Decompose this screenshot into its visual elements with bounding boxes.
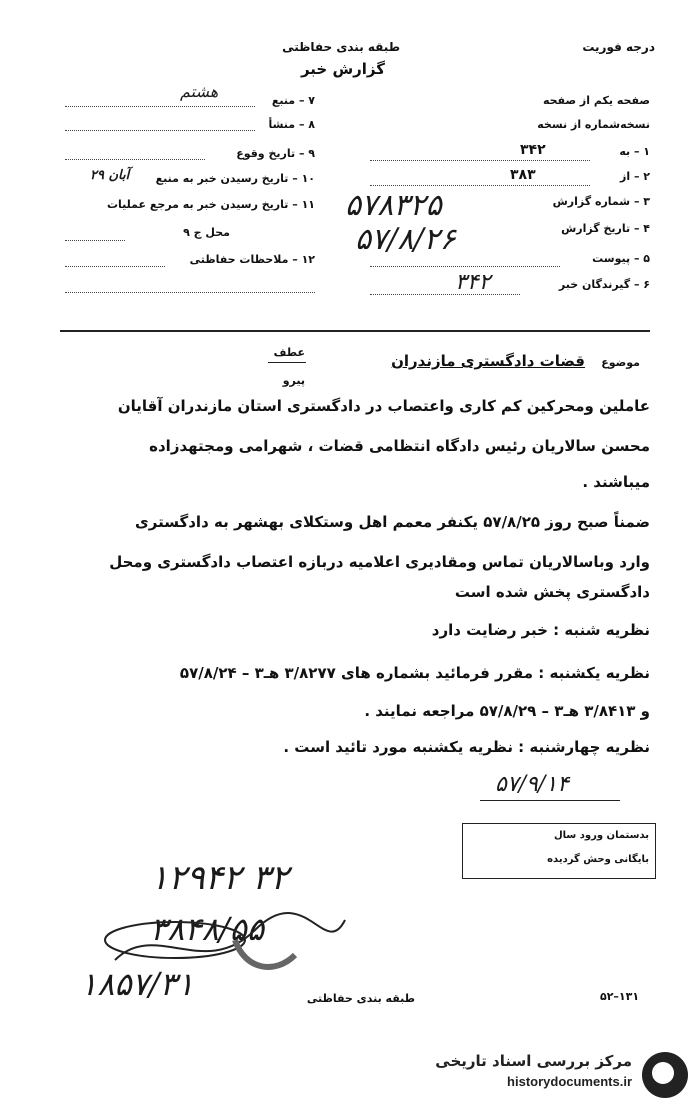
field-10-value: ۲۹ آبان	[90, 168, 130, 183]
stamp-row: بایگانی وحش گردیده	[547, 854, 649, 865]
subject-follow: پیرو	[282, 374, 305, 387]
body-line: محسن سالاریان رئیس دادگاه انتظامی قضات ، شهرامی ومجتهدزاده	[149, 437, 650, 455]
field-4-value: ۵۷/۸/۲۶	[355, 222, 456, 257]
field-12-label: ۱۲ – ملاحظات حفاظتی	[189, 253, 315, 266]
signature-scribble	[95, 900, 355, 990]
brand-logo-icon	[642, 1052, 688, 1098]
field-6-label: ۶ – گیرندگان خبر	[558, 278, 650, 291]
field-11-place: محل ج ۹	[183, 226, 230, 239]
form-code: ۵۲–۱۳۱	[600, 990, 640, 1003]
copy-number: نسخه‌شماره از نسخه	[537, 118, 650, 131]
field-9-label: ۹ – تاریخ وقوع	[236, 147, 315, 160]
field-6-value: ۳۴۲	[455, 270, 491, 295]
brand-footer	[430, 1050, 690, 1098]
handwritten-note: ۱۲۹۴۲ ۳۲	[150, 858, 289, 898]
subject-text: قضات دادگستری مازندران	[391, 352, 585, 370]
brand-url: historydocuments.ir	[507, 1074, 632, 1089]
body-line: و ۳/۸۴۱۳ هـ۳ – ۵۷/۸/۲۹ مراجعه نمایند .	[364, 702, 650, 720]
body-line: عاملین ومحرکین کم کاری واعتصاب در دادگستری استان مازندران آقایان	[117, 397, 650, 415]
body-line: میباشند .	[582, 473, 650, 491]
body-line: وارد وباسالاریان تماس ومقادیری اعلامیه دربازه اعتصاب دادگستری ومحل	[109, 553, 650, 571]
body-line: نظریه چهارشنبه : نظریه یکشنبه مورد تائید است .	[283, 738, 650, 756]
field-2-value: ۳۸۳	[510, 167, 536, 183]
page-title: گزارش خبر	[300, 60, 385, 78]
field-1-label: ۱ – به	[619, 145, 650, 158]
field-5-label: ۵ – پیوست	[592, 252, 650, 265]
header-divider	[60, 330, 650, 332]
field-10-label: ۱۰ – تاریخ رسیدن خبر به منبع	[155, 172, 315, 185]
page-count: صفحه یکم از صفحه	[542, 94, 650, 107]
field-11-label: ۱۱ – تاریخ رسیدن خبر به مرجع عملیات	[107, 198, 315, 211]
field-1-value: ۳۴۲	[520, 142, 546, 158]
body-line: نظریه یکشنبه : مقرر فرمائید بشماره های ۳/۸۲۷۷ هـ۳ – ۵۷/۸/۲۴	[179, 664, 650, 682]
handwritten-note: ۳۸۴۸/۵۵	[150, 910, 264, 948]
field-4-label: ۴ – تاریخ گزارش	[561, 222, 650, 235]
body-line: نظریه شنبه : خبر رضایت دارد	[431, 621, 650, 639]
subject-ref: عطف	[273, 346, 305, 359]
field-2-label: ۲ – از	[620, 170, 650, 183]
body-line: ضمناً صبح روز ۵۷/۸/۲۵ یکنفر معمم اهل وستکلای بهشهر به دادگستری	[135, 513, 650, 531]
field-7-value: هشتم	[180, 82, 219, 101]
handwritten-date: ۵۷/۹/۱۴	[495, 772, 569, 797]
priority-label: درجه فوریت	[582, 40, 655, 54]
footer-classification: طبقه بندی حفاظتی	[306, 992, 415, 1005]
handwritten-note: ۱۸۵۷/۳۱	[80, 965, 194, 1003]
stamp-row: بدستمان ورود سال	[554, 830, 649, 841]
subject-label: موضوع	[601, 356, 640, 369]
field-3-label: ۳ – شماره گزارش	[552, 195, 650, 208]
brand-name: مرکز بررسی اسناد تاریخی	[435, 1052, 632, 1070]
field-7-label: ۷ – منبع	[271, 94, 315, 107]
field-8-label: ۸ – منشأ	[268, 118, 315, 131]
classification-top: طبقه بندی حفاظتی	[282, 40, 400, 54]
archive-stamp	[462, 823, 656, 879]
body-line: دادگستری پخش شده است	[454, 583, 650, 601]
field-3-value: ۵۷۸۳۲۵	[345, 188, 442, 223]
